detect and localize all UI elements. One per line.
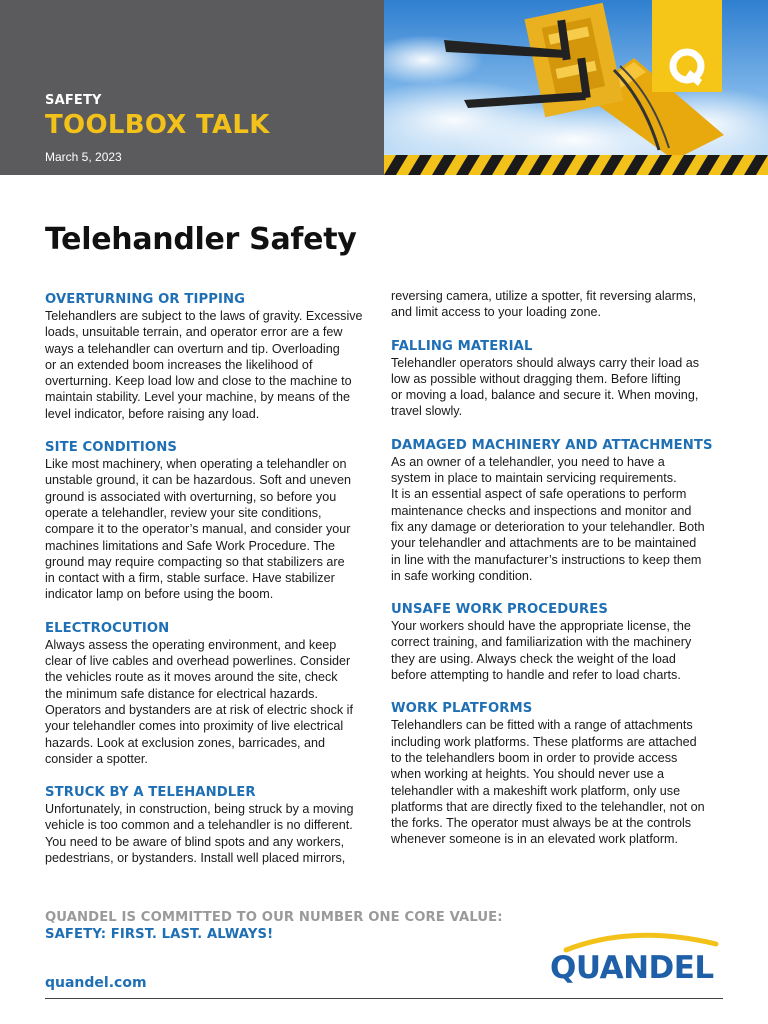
section-heading: SITE CONDITIONS xyxy=(45,440,177,456)
body-line: machines limitations and Safe Work Procedure. The xyxy=(45,538,336,553)
body-line: You need to be aware of blind spots and any workers, xyxy=(45,834,345,849)
section-continuation xyxy=(391,288,724,321)
section-heading: OVERTURNING OR TIPPING xyxy=(45,292,246,307)
section-body xyxy=(391,717,724,847)
body-line: travel slowly. xyxy=(391,404,463,419)
body-line: ground is associated with overturning, so before you xyxy=(45,489,337,504)
body-line: whenever someone is in an elevated work platform. xyxy=(391,832,679,847)
section-body xyxy=(45,308,378,422)
body-line: consider a spotter. xyxy=(45,751,148,766)
section-heading: STRUCK BY A TELEHANDLER xyxy=(45,785,256,801)
body-line: in contact with a firm, stable surface. Have stabilizer xyxy=(45,571,335,586)
body-line: the forks. The operator must always be at the controls xyxy=(391,816,692,831)
body-line: vehicle is too common and a telehandler is no different. xyxy=(45,818,353,833)
left-column xyxy=(45,292,378,866)
body-line: reversing camera, utilize a spotter, fit reversing alarms, xyxy=(391,289,697,303)
body-line: or moving a load, balance and secure it. When moving, xyxy=(391,388,699,403)
body-line: unstable ground, it can be hazardous. Soft and uneven xyxy=(45,473,351,488)
body-line: they are using. Always check the weight of the load xyxy=(391,651,676,666)
safety-tagline: SAFETY: FIRST. LAST. ALWAYS! xyxy=(45,927,274,942)
header-eyebrow: SAFETY xyxy=(45,93,102,108)
body-line: ground may require compacting so that stabilizers are xyxy=(45,554,345,569)
body-line: maintain stability. Level your machine, by means of the xyxy=(45,390,350,405)
section-heading: UNSAFE WORK PROCEDURES xyxy=(391,602,609,618)
body-line: or an extended boom increases the likelihood of xyxy=(45,357,313,372)
body-line: pedestrians, or bystanders. Install well placed mirrors, xyxy=(45,851,346,866)
body-line: maintenance checks and inspections and monitor and xyxy=(391,503,692,518)
body-line: compare it to the operator’s manual, and consider your xyxy=(45,522,351,537)
body-line: hazards. Look at exclusion zones, barricades, and xyxy=(45,735,326,750)
body-line: low as possible without dragging them. Before lifting xyxy=(391,371,681,386)
body-line: Unfortunately, in construction, being struck by a moving xyxy=(45,802,354,817)
body-line: It is an essential aspect of safe operations to perform xyxy=(391,487,687,502)
body-line: the vehicles route as it moves around the site, check xyxy=(45,670,338,685)
body-line: loads, unsuitable terrain, and operator error are a few xyxy=(45,325,343,340)
quandel-logo xyxy=(548,928,723,984)
header-date: March 5, 2023 xyxy=(45,150,122,164)
section-heading: FALLING MATERIAL xyxy=(391,338,533,354)
body-line: overturning. Keep load low and close to the machine to xyxy=(45,374,352,389)
body-line: when working at heights. You should never use a xyxy=(391,767,665,782)
body-line: clear of live cables and overhead powerlines. Consider xyxy=(45,654,351,669)
body-line: Like most machinery, when operating a telehandler on xyxy=(45,457,347,472)
body-line: in safe working condition. xyxy=(391,568,533,583)
header-banner xyxy=(0,0,384,175)
section-body xyxy=(391,355,724,420)
body-line: level indicator, before raising any load. xyxy=(45,406,260,421)
body-line: Operators and bystanders are at risk of electric shock if xyxy=(45,702,353,717)
website-link[interactable]: quandel.com xyxy=(45,975,147,991)
right-column xyxy=(391,288,724,848)
body-line: Telehandler operators should always carry their load as xyxy=(391,355,700,370)
body-line: Always assess the operating environment, and keep xyxy=(45,637,337,652)
body-line: operate a telehandler, review your site conditions, xyxy=(45,505,322,520)
section-body xyxy=(45,801,378,866)
section-heading: DAMAGED MACHINERY AND ATTACHMENTS xyxy=(391,437,713,453)
section-body xyxy=(45,456,378,603)
body-line: fix any damage or deterioration to your telehandler. Both xyxy=(391,519,705,534)
body-line: including work platforms. These platforms are attached xyxy=(391,734,697,749)
section-heading: ELECTROCUTION xyxy=(45,620,170,636)
body-line: the minimum safe distance for electrical hazards. xyxy=(45,686,318,701)
header-title: TOOLBOX TALK xyxy=(45,110,270,140)
core-value-statement: QUANDEL IS COMMITTED TO OUR NUMBER ONE CORE VALUE: xyxy=(45,910,503,925)
footer-divider xyxy=(45,998,723,999)
body-line: your telehandler comes into proximity of live electrical xyxy=(45,719,344,734)
body-line: Telehandlers are subject to the laws of gravity. Excessive xyxy=(45,309,363,323)
body-line: system in place to maintain servicing requirements. xyxy=(391,471,677,486)
body-line: Your workers should have the appropriate license, the xyxy=(391,619,691,634)
section-heading: WORK PLATFORMS xyxy=(391,701,533,717)
body-line: before attempting to handle and refer to load charts. xyxy=(391,668,681,683)
body-line: telehandler with a makeshift work platform, only use xyxy=(391,783,681,798)
section-body xyxy=(45,637,378,767)
svg-text:QUANDEL: QUANDEL xyxy=(550,950,714,984)
body-line: to the telehandlers boom in order to provide access xyxy=(391,750,678,765)
body-line: correct training, and familiarization with the machinery xyxy=(391,635,692,650)
section-body xyxy=(391,454,724,584)
body-line: ways a telehandler can overturn and tip. Overloading xyxy=(45,341,340,356)
quandel-q-badge xyxy=(652,0,722,92)
document-title: Telehandler Safety xyxy=(45,222,357,257)
body-line: Telehandlers can be fitted with a range of attachments xyxy=(391,718,693,733)
page-header xyxy=(0,0,768,175)
body-line: platforms that are directly fixed to the telehandler, not on xyxy=(391,799,705,814)
body-line: indicator lamp on before using the boom. xyxy=(45,587,274,602)
body-line: and limit access to your loading zone. xyxy=(391,305,602,320)
section-body xyxy=(391,618,724,683)
body-line: As an owner of a telehandler, you need to have a xyxy=(391,454,665,469)
body-line: in line with the manufacturer’s instructions to keep them xyxy=(391,552,702,567)
body-line: your telehandler and attachments are to be maintained xyxy=(391,536,697,551)
